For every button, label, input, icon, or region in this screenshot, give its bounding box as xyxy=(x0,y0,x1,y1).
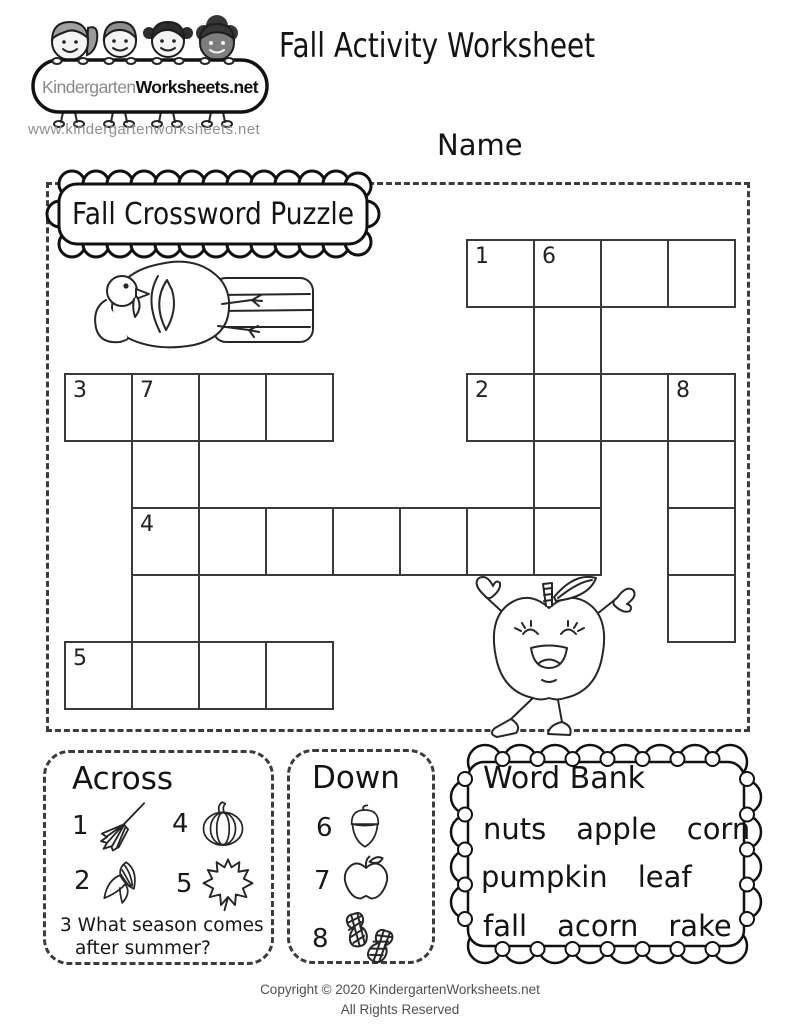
kid-boy-icon xyxy=(104,22,136,57)
across-heading: Across xyxy=(72,761,174,797)
crossword-cell[interactable] xyxy=(131,507,200,576)
dancing-apple-illustration xyxy=(437,570,662,742)
clue-number: 3 xyxy=(73,378,87,403)
clue-number: 6 xyxy=(316,813,333,843)
across-question xyxy=(60,915,265,960)
crossword-cell[interactable] xyxy=(600,373,669,442)
word-bank-box xyxy=(445,735,767,979)
pumpkin-icon xyxy=(196,799,250,849)
kid-boy-curly-icon xyxy=(196,15,238,60)
clue-number: 4 xyxy=(172,809,189,839)
peanuts-icon xyxy=(336,910,398,968)
crossword-cell[interactable] xyxy=(131,574,200,643)
crossword-cell[interactable] xyxy=(131,641,200,710)
word-bank-word: fall xyxy=(483,909,528,943)
crossword-cell[interactable] xyxy=(533,239,602,308)
name-label: Name xyxy=(437,128,523,162)
copyright-line: Copyright © 2020 KindergartenWorksheets.net xyxy=(260,982,540,997)
clue-number: 5 xyxy=(176,869,193,899)
down-heading: Down xyxy=(312,760,400,796)
across-clue xyxy=(176,856,256,912)
crossword-cell[interactable] xyxy=(64,641,133,710)
across-clue xyxy=(72,799,150,853)
word-bank-word: acorn xyxy=(557,909,639,943)
apple-icon xyxy=(338,853,394,909)
word-bank-row xyxy=(483,909,732,943)
corn-icon xyxy=(98,854,148,908)
down-clues-box xyxy=(287,749,435,964)
across-clue xyxy=(74,854,148,908)
crossword-cell[interactable] xyxy=(533,507,602,576)
crossword-cell[interactable] xyxy=(332,507,401,576)
crossword-cell[interactable] xyxy=(198,641,267,710)
crossword-cell[interactable] xyxy=(533,440,602,509)
clue-number: 8 xyxy=(676,378,690,403)
leaf-icon xyxy=(200,856,256,912)
crossword-cell[interactable] xyxy=(466,507,535,576)
crossword-cell[interactable] xyxy=(667,507,736,576)
question-text-line1: What season comes xyxy=(77,915,264,936)
clue-number: 4 xyxy=(140,512,154,537)
crossword-cell[interactable] xyxy=(667,440,736,509)
resting-turkey-illustration xyxy=(70,244,322,364)
word-bank-word: rake xyxy=(668,909,732,943)
down-clue xyxy=(316,800,390,856)
crossword-cell[interactable] xyxy=(466,373,535,442)
across-clues-box xyxy=(43,750,274,965)
crossword-cell[interactable] xyxy=(399,507,468,576)
crossword-cell[interactable] xyxy=(667,574,736,643)
down-clue xyxy=(312,910,398,968)
word-bank-word: nuts xyxy=(483,812,547,846)
clue-number: 7 xyxy=(314,866,331,896)
crossword-cell[interactable] xyxy=(265,373,334,442)
crossword-cell[interactable] xyxy=(600,239,669,308)
page-title: Fall Activity Worksheet xyxy=(279,26,596,66)
word-bank-word: pumpkin xyxy=(481,860,608,894)
word-bank-row xyxy=(483,812,750,846)
crossword-cell[interactable] xyxy=(198,507,267,576)
crossword-cell[interactable] xyxy=(667,239,736,308)
crossword-cell[interactable] xyxy=(667,373,736,442)
across-clue xyxy=(172,799,250,849)
kid-girl-pigtails-icon xyxy=(143,22,193,57)
clue-number: 6 xyxy=(542,244,556,269)
crossword-cell[interactable] xyxy=(533,373,602,442)
crossword-cell[interactable] xyxy=(265,507,334,576)
acorn-icon xyxy=(340,800,390,856)
crossword-cell[interactable] xyxy=(131,373,200,442)
word-bank-word: apple xyxy=(576,812,657,846)
word-bank-heading: Word Bank xyxy=(483,761,645,796)
word-bank-word: leaf xyxy=(637,860,692,894)
question-text-line2: after summer? xyxy=(75,937,211,959)
clue-number: 2 xyxy=(74,866,91,896)
clue-number: 1 xyxy=(72,811,89,841)
logo-wordmark: KindergartenWorksheets.net xyxy=(42,77,258,97)
puzzle-heading: Fall Crossword Puzzle xyxy=(72,197,354,232)
crossword-cell[interactable] xyxy=(131,440,200,509)
word-bank-word: corn xyxy=(686,812,751,846)
clue-number: 5 xyxy=(73,646,87,671)
rake-icon xyxy=(96,799,150,853)
site-url: www.kindergartenworksheets.net xyxy=(28,121,261,138)
clue-number: 7 xyxy=(140,378,154,403)
clue-number: 8 xyxy=(312,924,329,954)
kid-girl-ponytail-icon xyxy=(52,22,97,60)
word-bank-row xyxy=(481,860,692,894)
crossword-cell[interactable] xyxy=(198,373,267,442)
crossword-cell[interactable] xyxy=(466,239,535,308)
down-clue xyxy=(314,853,394,909)
clue-number: 2 xyxy=(475,378,489,403)
clue-number: 3 xyxy=(60,915,72,936)
crossword-cell[interactable] xyxy=(64,373,133,442)
kindergartenworksheets-logo xyxy=(25,8,275,133)
crossword-cell[interactable] xyxy=(265,641,334,710)
clue-number: 1 xyxy=(475,244,489,269)
crossword-cell[interactable] xyxy=(533,306,602,375)
rights-line: All Rights Reserved xyxy=(340,1002,460,1017)
